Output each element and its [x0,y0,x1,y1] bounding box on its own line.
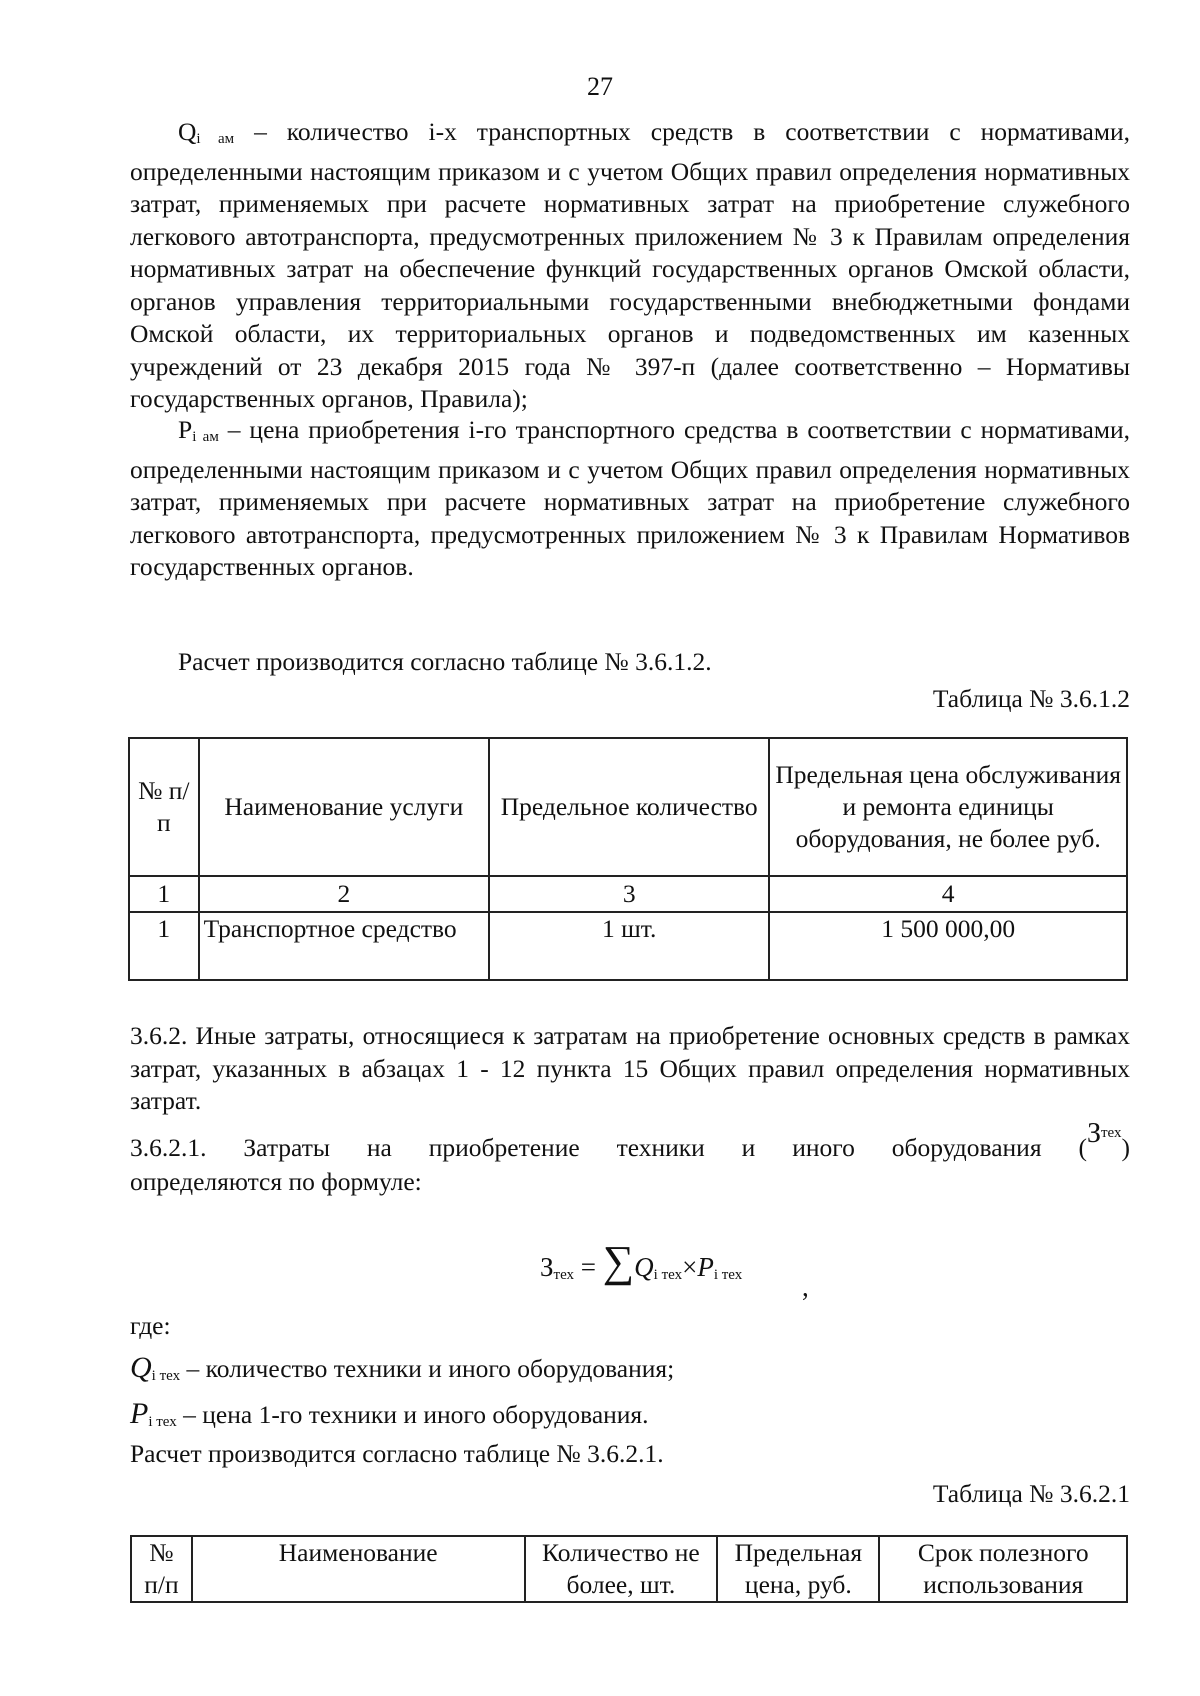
table1-cell: 1 [129,912,199,980]
paragraph-p-am-text: – цена приобретения i-го транспортного средства в соответствии с нормативами, определенными настоящим приказом и с учетом Общих правил определения нормативных затрат, применяемых при расчете нормативных затрат на приобретение служебного легкового автотранспорта, предусмотренных приложением № 3 к Правилам Нормативов государственных органов. [130,415,1130,581]
def-p-symbol: P [130,1397,149,1430]
definition-p [130,1398,1130,1439]
table1-number-row [129,876,1127,912]
formula-lhs-subscript: тех [553,1267,575,1283]
table1-header-row [129,738,1127,876]
section-3-6-2-1-line: 3.6.2.1. Затраты на приобретение техники и иного оборудования $(З_{тех})$ [130,1118,1130,1162]
sum-symbol: ∑ [602,1237,635,1286]
table1-header-cell: Предельная цена обслуживания и ремонта единицы оборудования, не более руб. [769,738,1127,876]
table-row [129,912,1127,980]
section-3-6-2-1-text: 3.6.2.1. Затраты на приобретение техники и иного оборудования [130,1133,1042,1162]
table1-number-cell: 2 [199,876,490,912]
table1-number-cell: 3 [489,876,769,912]
section-3-6-2-1-tail: определяются по формуле: [130,1167,422,1196]
table1-caption: Таблица № 3.6.1.2 [932,684,1130,713]
table2-header-row [131,1536,1127,1602]
table1-header-cell: Предельное количество [489,738,769,876]
def-p-subscript: i тех [148,1414,177,1430]
table1-cell: 1 шт. [489,912,769,980]
table2-header-cell: Наименование [192,1536,525,1602]
table2-header-cell: № п/п [131,1536,192,1602]
table-3-6-1-2 [128,737,1128,981]
table2-header-cell: Количество не более, шт. [525,1536,718,1602]
symbol-p: P [178,415,193,444]
formula-p: P [697,1252,714,1282]
symbol-q-subscript: i ам [196,131,235,147]
section-3-6-2: 3.6.2. Иные затраты, относящиеся к затратам на приобретение основных средств в рамках затрат, указанных в абзацах 1 - 12 пункта 15 Общих правил определения нормативных затрат. [130,1021,1130,1115]
formula-comma: , [802,1272,809,1302]
table1-number-cell: 4 [769,876,1127,912]
page-number: 27 [587,72,613,101]
calc-note-2: Расчет производится согласно таблице № 3.6.2.1. [130,1439,664,1468]
table2-header-cell: Срок полезного использования [879,1536,1127,1602]
def-p-text: – цена 1-го техники и иного оборудования. [176,1400,649,1429]
symbol-q: Q [178,117,197,146]
formula-times: × [682,1252,698,1282]
paragraph-p-am [130,414,1130,584]
table2-header-cell: Предельная цена, руб. [717,1536,879,1602]
paragraph-q-am-text: – количество i-х транспортных средств в соответствии с нормативами, определенными настоящим приказом и с учетом Общих правил определения нормативных затрат, применяемых при расчете нормативных затрат на приобретение служебного легкового автотранспорта, предусмотренных приложением № 3 к Правилам определения нормативных затрат на обеспечение функций государственных органов Омской области, органов управления территориальными государственными внебюджетными фондами Омской области, их территориальных органов и подведомственных им казенных учреждений от 23 декабря 2015 года № 397-п (далее соответственно – Нормативы государственных органов, Правила); [130,117,1130,413]
symbol-z-subscript: тех [1100,1125,1122,1141]
table1-cell: Транспортное средство [199,912,490,980]
formula [540,1237,840,1300]
def-q-subscript: i тех [151,1368,181,1384]
def-q-symbol: Q [130,1351,152,1384]
definition-q [130,1352,1130,1393]
table2-caption: Таблица № 3.6.2.1 [932,1479,1130,1508]
symbol-z: З [1086,1118,1101,1149]
def-q-text: – количество техники и иного оборудования; [180,1354,675,1383]
formula-lhs: З [540,1252,554,1282]
table1-header-cell: Наименование услуги [199,738,490,876]
paragraph-q-am [130,116,1130,416]
where-label: где: [130,1311,171,1340]
formula-q-subscript: i тех [653,1267,683,1283]
table1-header-cell: № п/п [129,738,199,876]
formula-q: Q [634,1252,654,1282]
table1-number-cell: 1 [129,876,199,912]
table-3-6-2-1 [130,1535,1128,1603]
table1-cell: 1 500 000,00 [769,912,1127,980]
formula-p-subscript: i тех [713,1267,743,1283]
symbol-p-subscript: i ам [192,429,219,445]
formula-equals: = [580,1252,597,1282]
calc-note-1: Расчет производится согласно таблице № 3.6.1.2. [178,647,712,676]
